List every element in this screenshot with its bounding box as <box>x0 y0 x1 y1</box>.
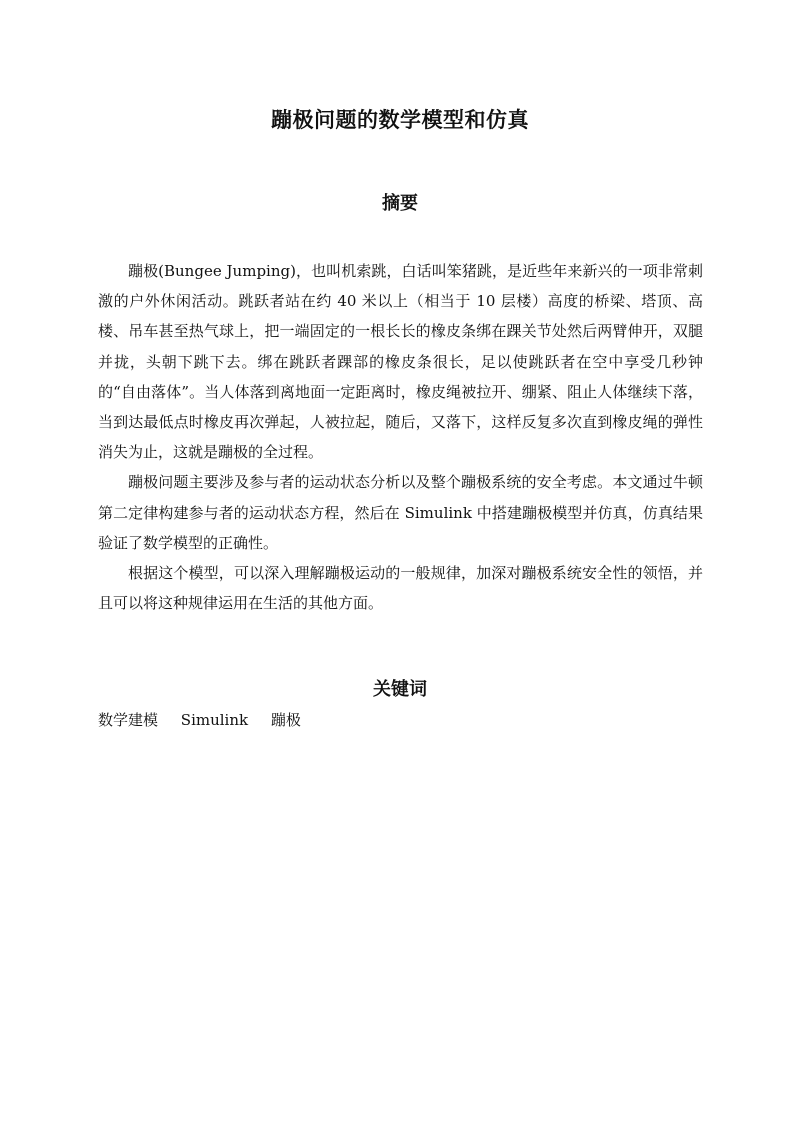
abstract-body <box>98 256 703 618</box>
abstract-paragraph: 蹦极问题主要涉及参与者的运动状态分析以及整个蹦极系统的安全考虑。本文通过牛顿第二定律构建参与者的运动状态方程，然后在 Simulink 中搭建蹦极模型并仿真，仿真结果验证了数学模型的正确性。 <box>98 473 703 552</box>
keywords-list <box>98 708 319 732</box>
abstract-heading: 摘要 <box>382 193 418 214</box>
paper-title: 蹦极问题的数学模型和仿真 <box>271 107 529 132</box>
keyword: 数学建模 <box>98 711 159 729</box>
keyword: Simulink <box>180 711 249 729</box>
keywords-heading: 关键词 <box>373 679 427 700</box>
abstract-paragraph: 蹦极(Bungee Jumping)，也叫机索跳，白话叫笨猪跳，是近些年来新兴的一项非常刺激的户外休闲活动。跳跃者站在约 40 米以上（相当于 10 层楼）高度的桥梁、塔顶、高楼、吊车甚至热气球上，把一端固定的一根长长的橡皮条绑在踝关节处然后两臂伸开，双腿并拢，头朝下跳下去。绑在跳跃者踝部的橡皮条很长，足以使跳跃者在空中享受几秒钟的“自由落体”。当人体落到离地面一定距离时，橡皮绳被拉开、绷紧、阻止人体继续下落，当到达最低点时橡皮再次弹起，人被拉起，随后，又落下，这样反复多次直到橡皮绳的弹性消失为止，这就是蹦极的全过程。 <box>98 262 703 462</box>
keyword: 蹦极 <box>270 711 301 729</box>
abstract-paragraph: 根据这个模型，可以深入理解蹦极运动的一般规律，加深对蹦极系统安全性的领悟，并且可以将这种规律运用在生活的其他方面。 <box>98 564 703 613</box>
